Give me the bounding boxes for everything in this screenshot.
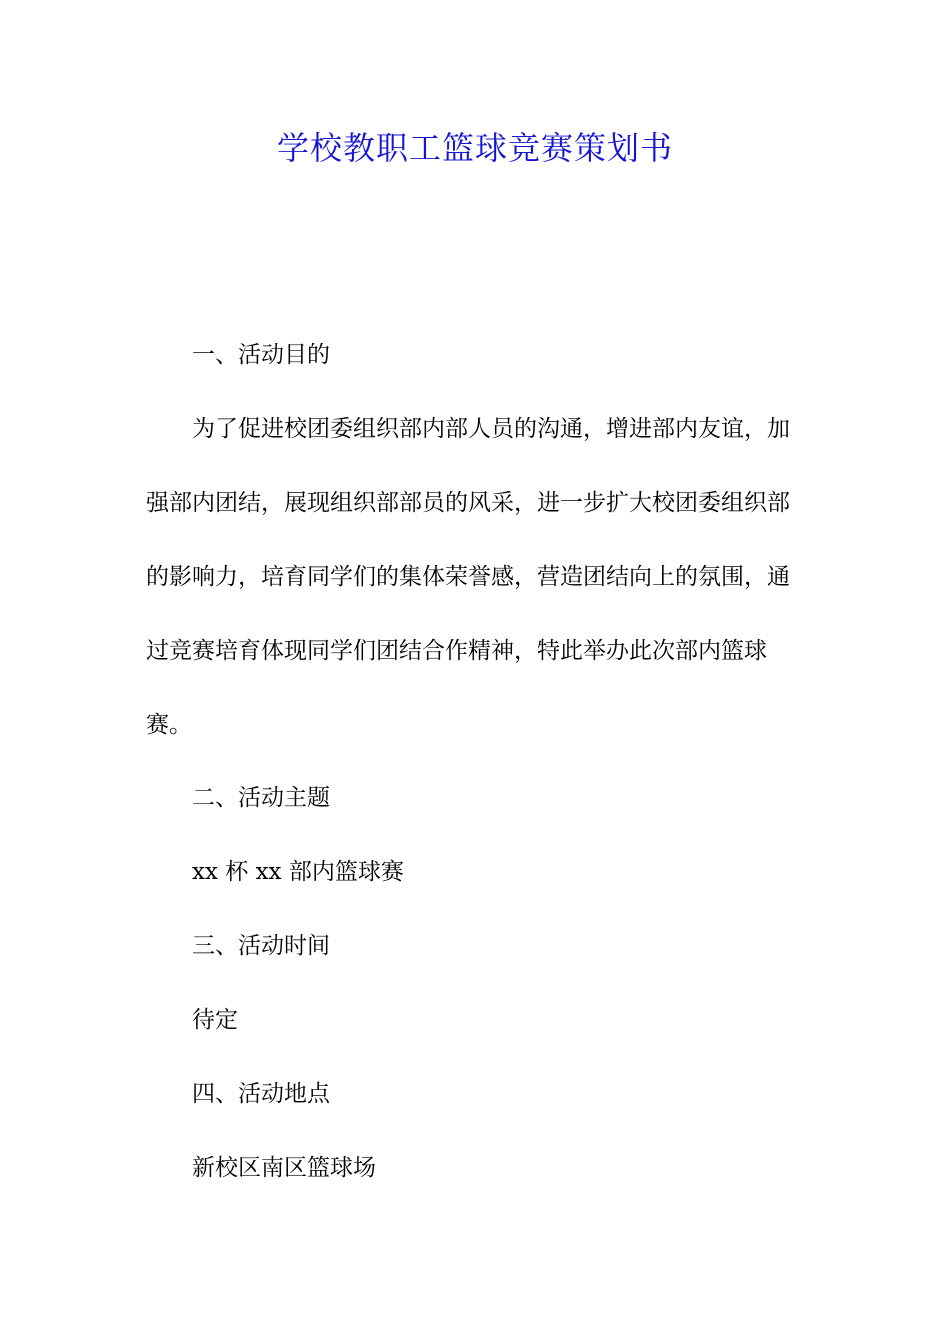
- section-content-time: 待定: [192, 1007, 238, 1033]
- section-heading-location: 四、活动地点: [192, 1081, 330, 1107]
- section-heading-time: 三、活动时间: [192, 933, 330, 959]
- section-content-theme: xx 杯 xx 部内篮球赛: [192, 859, 404, 885]
- section-content-purpose: 为了促进校团委组织部内部人员的沟通，增进部内友谊，加强部内团结，展现组织部部员的风采，进一步扩大校团委组织部的影响力，培育同学们的集体荣誉感，营造团结向上的氛围，通过竞赛培育体现同学们团结合作精神，特此举办此次部内篮球赛。: [146, 416, 790, 738]
- section-heading-theme: 二、活动主题: [192, 785, 330, 811]
- document-title: 学校教职工篮球竞赛策划书: [276, 129, 673, 167]
- section-heading-purpose: 一、活动目的: [192, 342, 330, 368]
- document-body: [146, 337, 806, 1224]
- section-content-location: 新校区南区篮球场: [192, 1155, 376, 1181]
